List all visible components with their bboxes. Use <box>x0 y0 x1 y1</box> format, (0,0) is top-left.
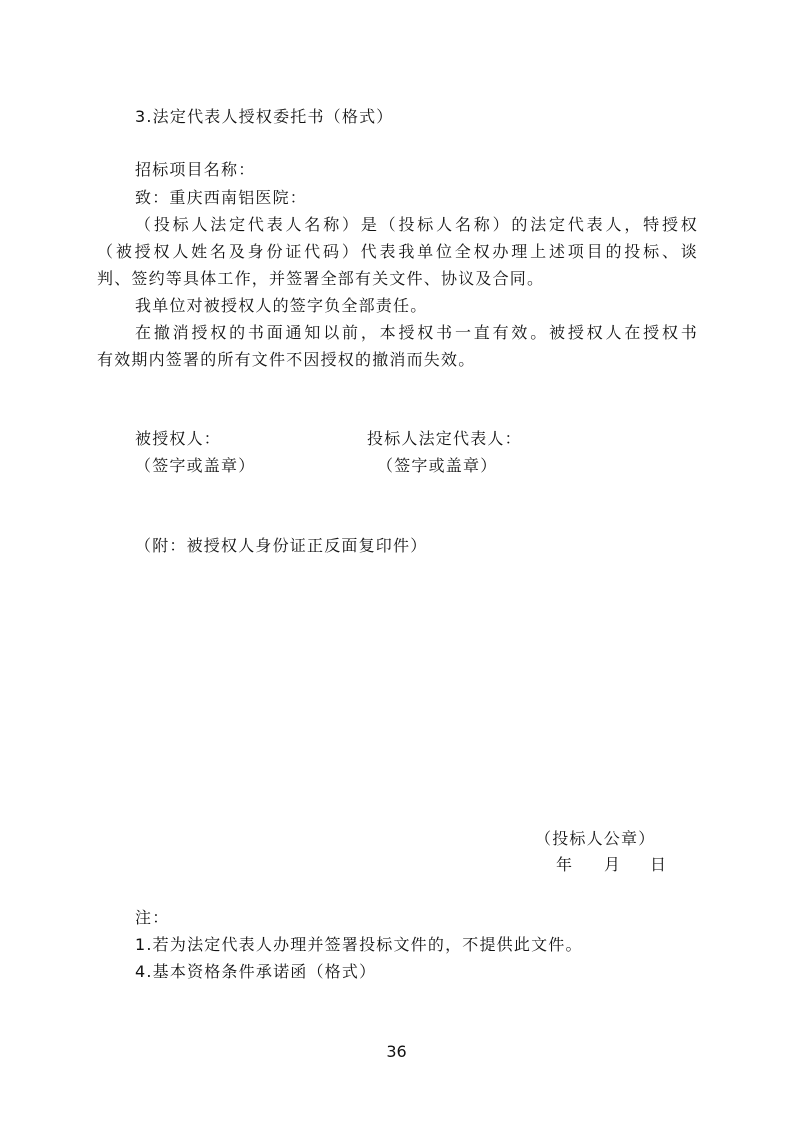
authorization-text-line-2: （被授权人姓名及身份证代码）代表我单位全权办理上述项目的投标、谈 <box>97 242 698 261</box>
legal-representative-sign-note: （签字或盖章） <box>377 456 498 475</box>
project-name-label: 招标项目名称： <box>135 160 256 179</box>
next-section-heading: 4.基本资格条件承诺函（格式） <box>135 962 377 981</box>
authorization-text-line-3: 判、签约等具体工作，并签署全部有关文件、协议及合同。 <box>97 269 545 288</box>
date-year: 年 <box>556 855 574 874</box>
validity-text-line-2: 有效期内签署的所有文件不因授权的撤消而失效。 <box>97 350 476 369</box>
note-item-1: 1.若为法定代表人办理并签署投标文件的，不提供此文件。 <box>135 935 583 954</box>
date-month: 月 <box>604 855 622 874</box>
validity-text-line-1: 在撤消授权的书面通知以前，本授权书一直有效。被授权人在授权书 <box>135 323 698 342</box>
authorized-person-sign-note: （签字或盖章） <box>135 456 256 475</box>
responsibility-statement: 我单位对被授权人的签字负全部责任。 <box>135 296 428 315</box>
authorization-text-line-1: （投标人法定代表人名称）是（投标人名称）的法定代表人，特授权 <box>135 215 698 234</box>
section-heading: 3.法定代表人授权委托书（格式） <box>135 107 394 126</box>
authorized-person-label: 被授权人： <box>135 429 222 448</box>
notes-title: 注： <box>135 908 170 927</box>
legal-representative-label: 投标人法定代表人： <box>367 429 522 448</box>
page-number: 36 <box>386 1042 407 1061</box>
attachment-note: （附：被授权人身份证正反面复印件） <box>135 536 428 555</box>
date-day: 日 <box>650 855 668 874</box>
addressee-line: 致：重庆西南铝医院： <box>135 188 308 207</box>
bidder-seal-label: （投标人公章） <box>535 829 656 848</box>
